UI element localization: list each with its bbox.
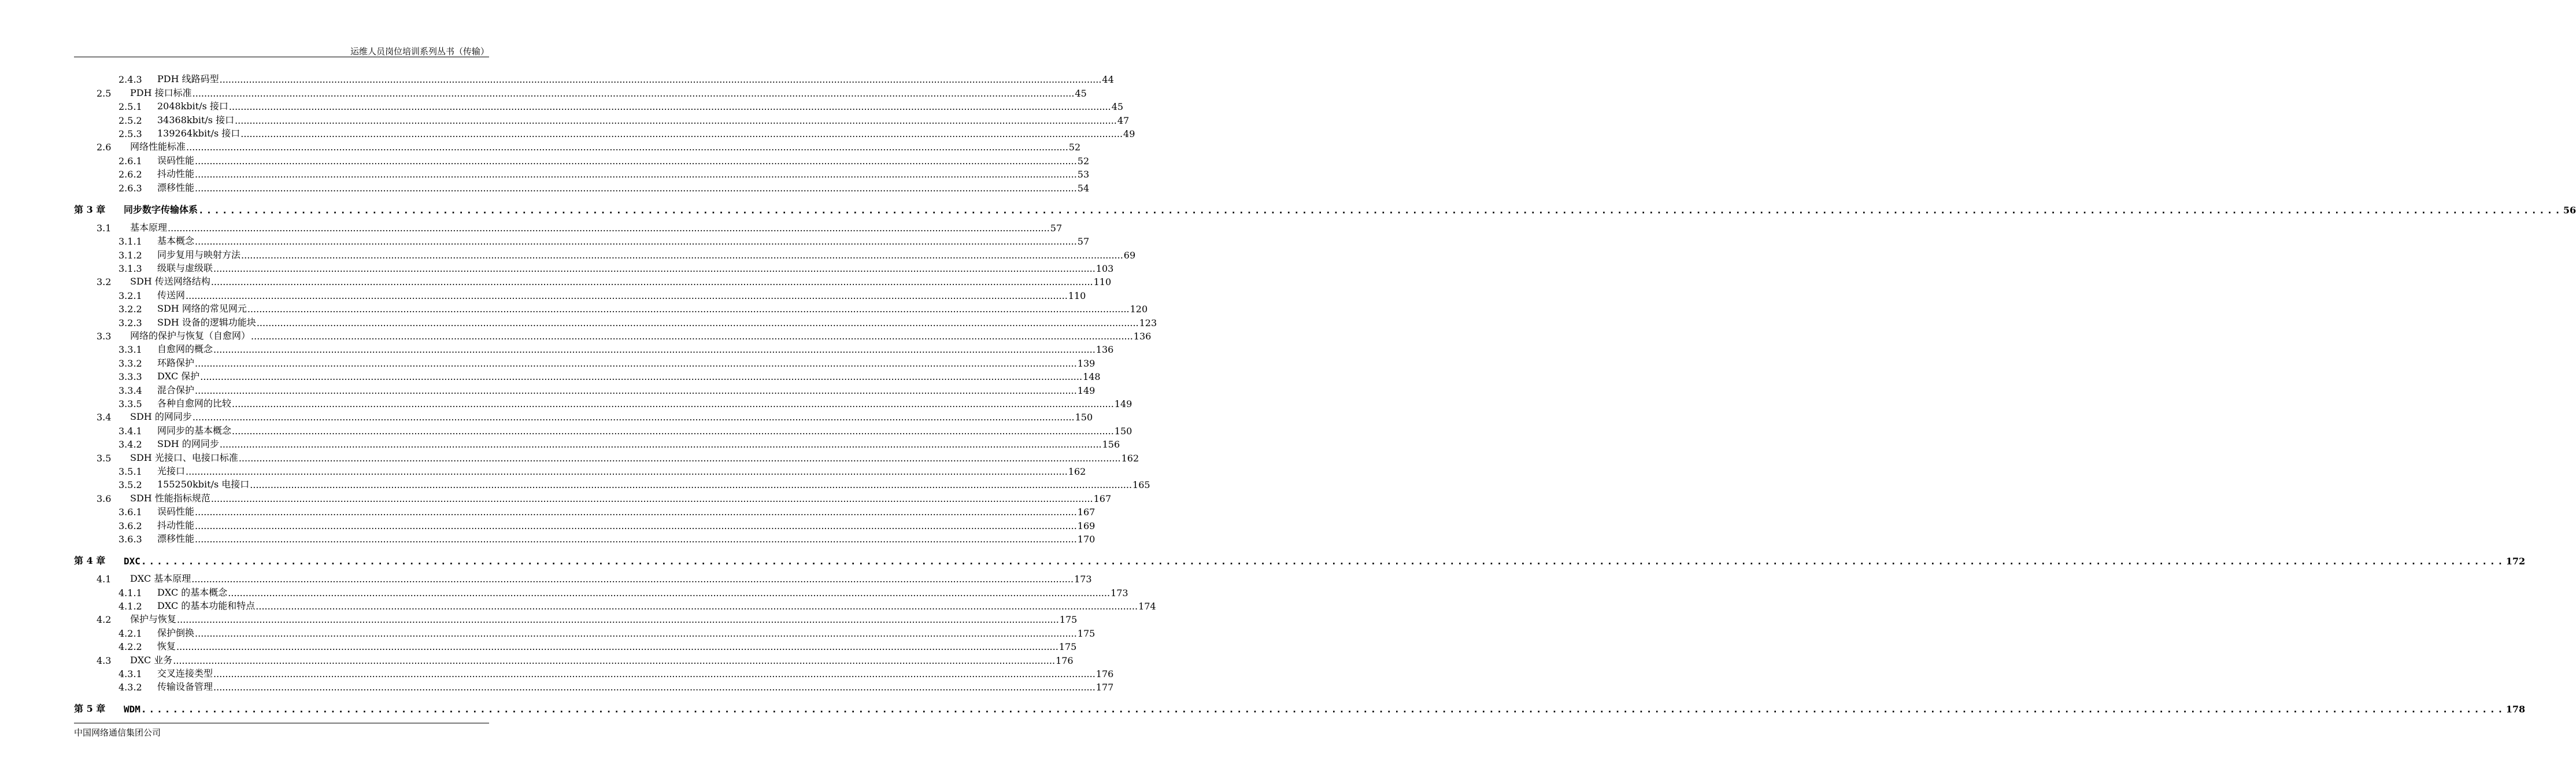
toc-entry-title: SDH 网络的常见网元 (157, 303, 247, 315)
toc-entry-number: 3.5 (97, 452, 112, 464)
toc-entry-number: 3.1.1 (119, 236, 142, 247)
toc-entry-page-number: 110 (1068, 290, 1086, 301)
toc-entry-title: DXC 基本原理 (130, 573, 191, 585)
toc-entry-number: 2.5 (97, 87, 112, 99)
toc-subsection-entry[interactable] (74, 167, 1090, 180)
toc-dot-leader: ............................................................................................................................................................................................................................................................................................................ (210, 493, 1093, 504)
toc-section-entry[interactable] (74, 220, 1063, 234)
toc-dot-leader: ............................................................................................................................................................................................................................................................................................................ (173, 655, 1056, 666)
toc-entry-title: 同步数字传输体系 (124, 204, 198, 215)
toc-entry-title: PDH 接口标准 (130, 87, 192, 98)
toc-entry-page-number: 69 (1123, 249, 1136, 261)
toc-entry-title: 漂移性能 (157, 182, 195, 193)
toc-entry-page-number: 44 (1102, 74, 1114, 86)
toc-entry-title: 误码性能 (157, 154, 195, 166)
toc-entry-title: 网同步的基本概念 (157, 424, 232, 436)
toc-entry-title: SDH 的网同步 (157, 438, 219, 450)
toc-entry-title: SDH 传送网络结构 (130, 276, 210, 287)
toc-entry-number: 3.1.2 (119, 249, 142, 261)
table-of-contents (74, 72, 2576, 719)
toc-dot-leader: ............................................................................................................................................................................................................................................................................................................ (176, 641, 1058, 653)
toc-entry-number: 3.4.2 (119, 439, 142, 450)
toc-entry-page-number: 176 (1056, 655, 1074, 666)
toc-section-entry[interactable] (74, 274, 1112, 288)
toc-dot-leader: ............................................................................................................................................................................................................................................................................................................ (240, 128, 1123, 139)
toc-section-entry[interactable] (74, 409, 1093, 423)
toc-entry-number: 4.2.2 (119, 641, 142, 653)
toc-dot-leader: ............................................................................................................................................................................................................................................................................................................ (177, 614, 1059, 626)
toc-entry-number: 4.3.1 (119, 668, 142, 680)
toc-entry-number: 3.3.1 (119, 344, 142, 356)
toc-dot-leader: ............................................................................................................................................................................................................................................................................................................ (210, 276, 1093, 288)
toc-entry-number: 3.2.1 (119, 290, 142, 301)
toc-entry-title: 同步复用与映射方法 (157, 249, 241, 260)
toc-dot-leader: ............................................................................................................................................................................................................................................................................................................ (195, 169, 1077, 180)
toc-entry-number: 3.5.1 (119, 465, 142, 477)
toc-subsection-entry[interactable] (74, 639, 1077, 653)
toc-entry-title: SDH 的网同步 (130, 411, 192, 423)
toc-entry-title: 传送网 (157, 289, 186, 301)
toc-entry-page-number: 150 (1075, 412, 1093, 423)
toc-subsection-entry[interactable] (74, 342, 1114, 356)
toc-entry-title: 网络的保护与恢复（自愈网） (130, 330, 251, 342)
toc-entry-title: 155250kbit/s 电接口 (157, 479, 250, 490)
toc-dot-leader: ............................................................................................................................................................................................................................................................................................................ (192, 87, 1075, 99)
toc-entry-number: 3.2 (97, 276, 112, 288)
toc-entry-page-number: 162 (1068, 465, 1086, 477)
toc-entry-number: 2.6.3 (119, 182, 142, 194)
toc-dot-leader: ............................................................................................................................................................................................................................................................................................................ (198, 204, 2563, 216)
toc-entry-title: DXC 保护 (157, 371, 200, 382)
toc-dot-leader: ............................................................................................................................................................................................................................................................................................................ (235, 114, 1117, 126)
toc-entry-title: 基本概念 (157, 235, 195, 247)
toc-subsection-entry[interactable] (74, 301, 1148, 315)
toc-dot-leader: ............................................................................................................................................................................................................................................................................................................ (186, 465, 1068, 477)
toc-subsection-entry[interactable] (74, 464, 1086, 477)
toc-entry-page-number: 52 (1068, 142, 1081, 153)
toc-entry-title: 保护与恢复 (130, 614, 177, 625)
toc-entry-number: 2.5.3 (119, 128, 142, 139)
toc-entry-number: 3.4.1 (119, 425, 142, 437)
toc-entry-number: 2.6 (97, 142, 112, 153)
toc-entry-title: PDH 线路码型 (157, 73, 219, 85)
toc-entry-title: 34368kbit/s 接口 (157, 114, 235, 125)
toc-dot-leader: ............................................................................................................................................................................................................................................................................................................ (232, 398, 1114, 409)
toc-entry-title: 保护倒换 (157, 627, 195, 638)
toc-entry-number: 3.2.3 (119, 317, 142, 328)
toc-entry-title: 级联与虚级联 (157, 263, 213, 274)
toc-entry-number: 3.6.3 (119, 533, 142, 545)
toc-entry-page-number: 174 (1138, 601, 1156, 612)
toc-entry-page-number: 52 (1077, 155, 1090, 167)
toc-entry-page-number: 177 (1095, 682, 1114, 693)
toc-chapter-entry[interactable] (74, 198, 2576, 216)
toc-entry-title: 139264kbit/s 接口 (157, 127, 240, 139)
toc-entry-page-number: 136 (1095, 344, 1114, 356)
toc-subsection-entry[interactable] (74, 112, 1130, 126)
toc-subsection-entry[interactable] (74, 598, 1156, 612)
toc-subsection-entry[interactable] (74, 261, 1114, 275)
toc-subsection-entry[interactable] (74, 423, 1132, 437)
toc-entry-page-number: 167 (1093, 493, 1112, 504)
toc-entry-page-number: 149 (1077, 385, 1095, 396)
toc-entry-page-number: 176 (1095, 668, 1114, 680)
toc-entry-page-number: 170 (1077, 533, 1095, 545)
page-header (74, 44, 489, 57)
toc-dot-leader: ............................................................................................................................................................................................................................................................................................................ (195, 357, 1077, 369)
toc-subsection-entry[interactable] (74, 504, 1095, 518)
toc-dot-leader: ............................................................................................................................................................................................................................................................................................................ (168, 222, 1050, 234)
toc-entry-title: WDM (124, 704, 140, 715)
toc-dot-leader: ............................................................................................................................................................................................................................................................................................................ (213, 682, 1095, 693)
toc-dot-leader: ............................................................................................................................................................................................................................................................................................................ (140, 555, 2505, 567)
toc-entry-page-number: 149 (1114, 398, 1132, 409)
toc-entry-number: 3.6.2 (119, 520, 142, 531)
toc-dot-leader: ............................................................................................................................................................................................................................................................................................................ (219, 439, 1102, 450)
toc-entry-page-number: 45 (1075, 87, 1087, 99)
toc-entry-page-number: 169 (1077, 520, 1095, 531)
toc-entry-number: 3.3.3 (119, 371, 142, 383)
toc-subsection-entry[interactable] (74, 585, 1128, 598)
footer-company: 中国网络通信集团公司 (74, 727, 161, 738)
toc-entry-title: 环路保护 (157, 357, 195, 368)
toc-subsection-entry[interactable] (74, 369, 1101, 383)
toc-entry-number: 2.4.3 (119, 74, 142, 86)
toc-subsection-entry[interactable] (74, 477, 1150, 491)
toc-dot-leader: ............................................................................................................................................................................................................................................................................................................ (256, 317, 1139, 328)
toc-section-entry[interactable] (74, 328, 1152, 342)
toc-entry-number: 4.3.2 (119, 682, 142, 693)
toc-entry-page-number: 172 (2505, 555, 2526, 567)
toc-entry-number: 2.5.1 (119, 101, 142, 113)
toc-subsection-entry[interactable] (74, 531, 1095, 545)
toc-dot-leader: ............................................................................................................................................................................................................................................................................................................ (213, 344, 1095, 356)
toc-entry-page-number: 175 (1059, 614, 1078, 626)
toc-dot-leader: ............................................................................................................................................................................................................................................................................................................ (195, 236, 1077, 247)
toc-subsection-entry[interactable] (74, 180, 1090, 194)
toc-entry-number: 3.3.4 (119, 385, 142, 396)
toc-subsection-entry[interactable] (74, 382, 1095, 396)
toc-dot-leader: ............................................................................................................................................................................................................................................................................................................ (140, 704, 2505, 715)
toc-entry-page-number: 136 (1133, 331, 1152, 342)
toc-dot-leader: ............................................................................................................................................................................................................................................................................................................ (200, 371, 1083, 383)
toc-entry-page-number: 54 (1077, 182, 1090, 194)
toc-entry-title: 网络性能标准 (130, 141, 186, 153)
toc-dot-leader: ............................................................................................................................................................................................................................................................................................................ (228, 101, 1111, 113)
toc-dot-leader: ............................................................................................................................................................................................................................................................................................................ (219, 74, 1102, 86)
toc-section-entry[interactable] (74, 612, 1078, 626)
toc-entry-title: 恢复 (157, 641, 176, 652)
toc-entry-number: 3.2.2 (119, 304, 142, 315)
toc-entry-page-number: 47 (1117, 114, 1130, 126)
toc-entry-title: 2048kbit/s 接口 (157, 101, 228, 112)
toc-entry-number: 4.2 (97, 614, 112, 626)
toc-entry-title: 误码性能 (157, 506, 195, 518)
toc-entry-number: 3.1.3 (119, 263, 142, 275)
toc-entry-number: 3.3 (97, 331, 112, 342)
toc-entry-page-number: 49 (1123, 128, 1135, 139)
toc-dot-leader: ............................................................................................................................................................................................................................................................................................................ (250, 479, 1132, 491)
toc-entry-title: DXC 的基本概念 (157, 586, 228, 598)
toc-entry-page-number: 57 (1077, 236, 1090, 247)
toc-dot-leader: ............................................................................................................................................................................................................................................................................................................ (228, 587, 1111, 598)
toc-entry-title: 基本原理 (130, 221, 168, 233)
toc-subsection-entry[interactable] (74, 437, 1120, 450)
toc-section-entry[interactable] (74, 139, 1081, 153)
toc-dot-leader: ............................................................................................................................................................................................................................................................................................................ (186, 142, 1068, 153)
toc-subsection-entry[interactable] (74, 247, 1136, 261)
toc-entry-number: 3.3.5 (119, 398, 142, 409)
toc-section-entry[interactable] (74, 450, 1139, 464)
toc-entry-title: 漂移性能 (157, 533, 195, 544)
toc-entry-title: 交叉连接类型 (157, 668, 213, 679)
toc-entry-number: 2.6.2 (119, 169, 142, 180)
toc-entry-page-number: 148 (1083, 371, 1101, 383)
toc-dot-leader: ............................................................................................................................................................................................................................................................................................................ (195, 182, 1077, 194)
toc-entry-title: DXC (124, 555, 140, 567)
toc-dot-leader: ............................................................................................................................................................................................................................................................................................................ (213, 668, 1095, 680)
toc-entry-title: 抖动性能 (157, 519, 195, 531)
toc-entry-number: 3.1 (97, 222, 112, 234)
toc-entry-title: 抖动性能 (157, 168, 195, 180)
toc-entry-number: 3.3.2 (119, 357, 142, 369)
toc-subsection-entry[interactable] (74, 666, 1114, 680)
toc-chapter-entry[interactable] (74, 549, 2526, 567)
toc-entry-number: 第 3 章 (74, 204, 106, 215)
toc-entry-number: 3.4 (97, 412, 112, 423)
toc-subsection-entry[interactable] (74, 679, 1114, 693)
toc-subsection-entry[interactable] (74, 126, 1135, 139)
toc-entry-title: SDH 性能指标规范 (130, 492, 210, 504)
toc-subsection-entry[interactable] (74, 287, 1086, 301)
toc-dot-leader: ............................................................................................................................................................................................................................................................................................................ (238, 452, 1121, 464)
toc-subsection-entry[interactable] (74, 153, 1090, 167)
header-title: 运维人员岗位培训系列丛书（传输） (350, 46, 489, 57)
toc-entry-page-number: 53 (1077, 169, 1090, 180)
toc-entry-title: DXC 业务 (130, 654, 173, 666)
toc-entry-title: 混合保护 (157, 384, 195, 396)
toc-subsection-entry[interactable] (74, 625, 1095, 639)
toc-entry-number: 2.5.2 (119, 114, 142, 126)
toc-entry-page-number: 57 (1050, 222, 1063, 234)
toc-subsection-entry[interactable] (74, 518, 1095, 531)
toc-entry-page-number: 167 (1077, 507, 1095, 518)
toc-entry-number: 4.1.2 (119, 601, 142, 612)
toc-entry-number: 第 5 章 (74, 703, 106, 715)
toc-entry-page-number: 175 (1077, 627, 1095, 639)
toc-subsection-entry[interactable] (74, 396, 1132, 409)
toc-entry-title: DXC 的基本功能和特点 (157, 600, 256, 612)
toc-entry-number: 3.6 (97, 493, 112, 504)
toc-entry-number: 4.1 (97, 574, 112, 585)
toc-dot-leader: ............................................................................................................................................................................................................................................................................................................ (256, 601, 1138, 612)
toc-entry-number: 4.2.1 (119, 627, 142, 639)
toc-entry-number: 第 4 章 (74, 555, 106, 566)
toc-entry-page-number: 173 (1074, 574, 1092, 585)
toc-entry-page-number: 56 (2563, 204, 2576, 216)
toc-dot-leader: ............................................................................................................................................................................................................................................................................................................ (195, 533, 1077, 545)
toc-entry-page-number: 120 (1130, 304, 1148, 315)
toc-entry-number: 4.3 (97, 655, 112, 666)
toc-entry-page-number: 178 (2505, 704, 2526, 715)
toc-entry-page-number: 173 (1111, 587, 1128, 598)
toc-entry-number: 3.6.1 (119, 507, 142, 518)
toc-dot-leader: ............................................................................................................................................................................................................................................................................................................ (186, 290, 1068, 301)
toc-entry-page-number: 162 (1121, 452, 1139, 464)
toc-dot-leader: ............................................................................................................................................................................................................................................................................................................ (247, 304, 1130, 315)
toc-entry-number: 4.1.1 (119, 587, 142, 598)
toc-section-entry[interactable] (74, 652, 1074, 666)
toc-dot-leader: ............................................................................................................................................................................................................................................................................................................ (195, 627, 1077, 639)
toc-entry-page-number: 139 (1077, 357, 1095, 369)
toc-chapter-entry[interactable] (74, 697, 2526, 715)
toc-entry-title: 各种自愈网的比较 (157, 397, 232, 409)
toc-entry-page-number: 45 (1111, 101, 1124, 113)
toc-entry-page-number: 123 (1139, 317, 1157, 328)
toc-entry-title: 光接口 (157, 465, 186, 476)
toc-entry-number: 3.5.2 (119, 479, 142, 491)
toc-entry-page-number: 156 (1102, 439, 1120, 450)
toc-subsection-entry[interactable] (74, 99, 1124, 113)
toc-entry-title: SDH 光接口、电接口标准 (130, 452, 238, 463)
toc-entry-page-number: 110 (1093, 276, 1112, 288)
toc-entry-number: 2.6.1 (119, 155, 142, 167)
toc-dot-leader: ............................................................................................................................................................................................................................................................................................................ (195, 155, 1077, 167)
toc-dot-leader: ............................................................................................................................................................................................................................................................................................................ (192, 412, 1075, 423)
toc-entry-title: 传输设备管理 (157, 681, 213, 693)
toc-subsection-entry[interactable] (74, 315, 1157, 328)
toc-subsection-entry[interactable] (74, 355, 1095, 369)
toc-entry-page-number: 150 (1114, 425, 1132, 437)
toc-dot-leader: ............................................................................................................................................................................................................................................................................................................ (251, 331, 1133, 342)
toc-dot-leader: ............................................................................................................................................................................................................................................................................................................ (195, 507, 1077, 518)
toc-section-entry[interactable] (74, 571, 1092, 585)
toc-entry-page-number: 165 (1132, 479, 1150, 491)
toc-entry-title: 自愈网的概念 (157, 343, 213, 355)
toc-entry-page-number: 103 (1095, 263, 1114, 275)
toc-dot-leader: ............................................................................................................................................................................................................................................................................................................ (195, 520, 1077, 531)
toc-entry-page-number: 175 (1058, 641, 1077, 653)
toc-section-entry[interactable] (74, 85, 1087, 99)
toc-dot-leader: ............................................................................................................................................................................................................................................................................................................ (241, 249, 1123, 261)
toc-subsection-entry[interactable] (74, 234, 1090, 247)
toc-subsection-entry[interactable] (74, 72, 1114, 86)
toc-dot-leader: ............................................................................................................................................................................................................................................................................................................ (191, 574, 1074, 585)
toc-entry-title: SDH 设备的逻辑功能块 (157, 316, 256, 328)
toc-section-entry[interactable] (74, 490, 1112, 504)
toc-dot-leader: ............................................................................................................................................................................................................................................................................................................ (213, 263, 1095, 275)
toc-dot-leader: ............................................................................................................................................................................................................................................................................................................ (195, 385, 1077, 396)
toc-dot-leader: ............................................................................................................................................................................................................................................................................................................ (232, 425, 1114, 437)
